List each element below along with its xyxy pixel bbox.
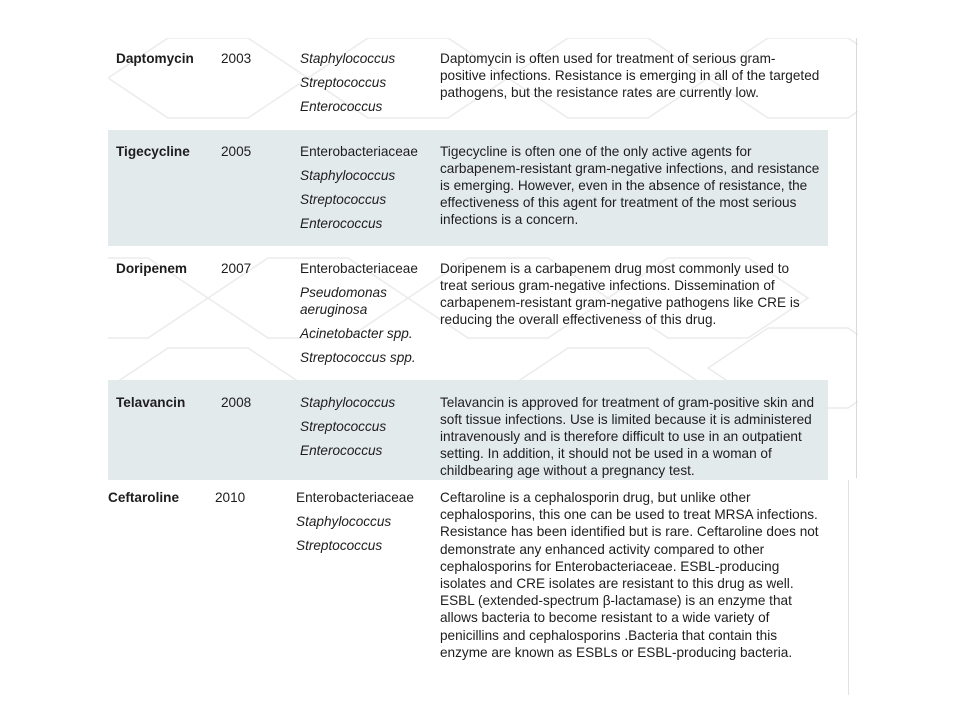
table-row xyxy=(108,380,828,480)
table-row xyxy=(108,40,828,130)
drug-name: Telavancin xyxy=(116,395,186,410)
organism: Streptococcus spp. xyxy=(300,350,416,365)
organism: Enterobacteriaceae xyxy=(296,490,414,505)
target-organisms xyxy=(300,50,395,122)
approval-year: 2008 xyxy=(221,395,252,410)
organism: Enterobacteriaceae xyxy=(300,144,418,159)
organism: Streptococcus xyxy=(300,192,387,207)
drug-name: Doripenem xyxy=(116,261,188,276)
organism: Streptococcus xyxy=(296,538,383,553)
organism: Enterococcus xyxy=(300,216,383,231)
organism: Pseudomonas aeruginosa xyxy=(300,285,387,317)
approval-year: 2003 xyxy=(221,51,252,66)
organism: Streptococcus xyxy=(300,75,387,90)
approval-year: 2007 xyxy=(221,261,252,276)
table-row xyxy=(108,246,828,380)
drug-description: Telavancin is approved for treatment of gram-positive skin and soft tissue infections. Use is limited because it is administered intravenously and is therefore difficult to use in an outpatient setting. In addition, it should not be used in a woman of childbearing age without a pregnancy test. xyxy=(440,395,815,478)
target-organisms xyxy=(300,260,430,373)
drug-description: Tigecycline is often one of the only active agents for carbapenem-resistant gram-negative infections, and resistance is emerging. However, even in the absence of resistance, the effectiveness of this agent for treatment of the most serious infections is a concern. xyxy=(440,144,820,227)
table-row xyxy=(100,480,820,685)
approval-year: 2005 xyxy=(221,144,252,159)
organism: Staphylococcus xyxy=(300,51,396,66)
organism: Enterococcus xyxy=(300,99,383,114)
drug-name: Daptomycin xyxy=(116,51,194,66)
approval-year: 2010 xyxy=(215,490,246,505)
organism: Enterobacteriaceae xyxy=(300,261,418,276)
target-organisms xyxy=(300,143,418,239)
organism: Acinetobacter spp. xyxy=(300,326,413,341)
drug-description: Doripenem is a carbapenem drug most commonly used to treat serious gram-negative infections. Dissemination of carbapenem-resistant gram-negative pathogens like CRE is reducing the overall effectiveness of this drug. xyxy=(440,261,800,327)
page-edge-line xyxy=(856,38,857,478)
drug-description: Daptomycin is often used for treatment of serious gram-positive infections. Resistance is emerging in all of the targeted pathogens, but the resistance rates are currently low. xyxy=(440,51,820,100)
organism: Enterococcus xyxy=(300,443,383,458)
drug-name: Ceftaroline xyxy=(108,490,180,505)
target-organisms xyxy=(296,489,414,561)
organism: Staphylococcus xyxy=(300,168,396,183)
page-edge-line xyxy=(848,480,849,695)
table-row xyxy=(108,130,828,246)
organism: Streptococcus xyxy=(300,419,387,434)
organism: Staphylococcus xyxy=(296,514,392,529)
drug-description: Ceftaroline is a cephalosporin drug, but unlike other cephalosporins, this one can be used to treat MRSA infections. Resistance has been identified but is rare. Ceftaroline does not demonstrate any enhanced activity compared to other cephalosporins for Enterobacteriaceae. ESBL-producing isolates and CRE isolates are resistant to this drug as well. ESBL (extended-spectrum β-lactamase) is an enzyme that allows bacteria to become resistant to a wide variety of penicillins and cephalosporins .Bacteria that contain this enzyme are known as ESBLs or ESBL-producing bacteria. xyxy=(440,490,819,660)
target-organisms xyxy=(300,394,395,466)
drug-name: Tigecycline xyxy=(116,144,190,159)
organism: Staphylococcus xyxy=(300,395,396,410)
